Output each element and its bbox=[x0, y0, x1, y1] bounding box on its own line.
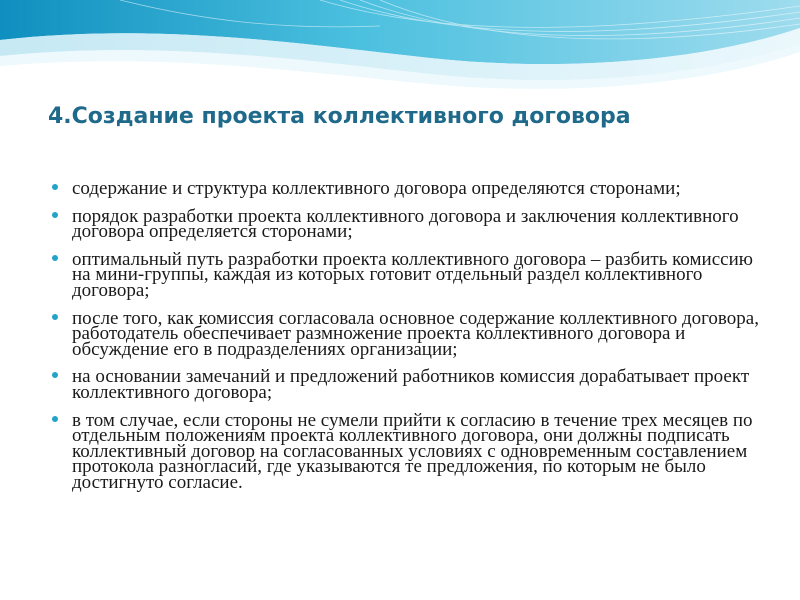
bullet-icon bbox=[52, 372, 58, 378]
list-item-text: порядок разработки проекта коллективного договора и заключения коллективного договора определяется сторонами; bbox=[72, 205, 739, 243]
bullet-icon bbox=[52, 212, 58, 218]
bullet-icon bbox=[52, 184, 58, 190]
bullet-icon bbox=[52, 255, 58, 261]
list-item bbox=[50, 410, 762, 493]
list-item bbox=[50, 249, 762, 301]
bullet-icon bbox=[52, 314, 58, 320]
header-wave-decoration bbox=[0, 0, 800, 100]
list-item-text: оптимальный путь разработки проекта коллективного договора – разбить комиссию на мини-группы, каждая из которых готовит отдельный раздел коллективного договора; bbox=[72, 248, 753, 301]
list-item bbox=[50, 366, 762, 402]
list-item bbox=[50, 206, 762, 242]
list-item-text: содержание и структура коллективного договора определяются сторонами; bbox=[72, 178, 681, 199]
bullet-list bbox=[50, 178, 762, 500]
list-item-text: в том случае, если стороны не сумели прийти к согласию в течение трех месяцев по отдельным положениям проекта коллективного договора, они должны подписать коллективный договор на согласованных условиях с одновременным составлением протокола разногласий, где указываются те предложения, по которым не было достигнуто согласие. bbox=[72, 409, 753, 493]
list-item bbox=[50, 308, 762, 360]
list-item-text: после того, как комиссия согласовала основное содержание коллективного договора, работодатель обеспечивает размножение проекта коллективного договора и обсуждение его в подразделениях организации; bbox=[72, 307, 759, 360]
bullet-icon bbox=[52, 416, 58, 422]
list-item-text: на основании замечаний и предложений работников комиссия дорабатывает проект коллективного договора; bbox=[72, 366, 750, 403]
list-item bbox=[50, 178, 762, 199]
slide-title: 4.Создание проекта коллективного договора bbox=[48, 104, 631, 129]
